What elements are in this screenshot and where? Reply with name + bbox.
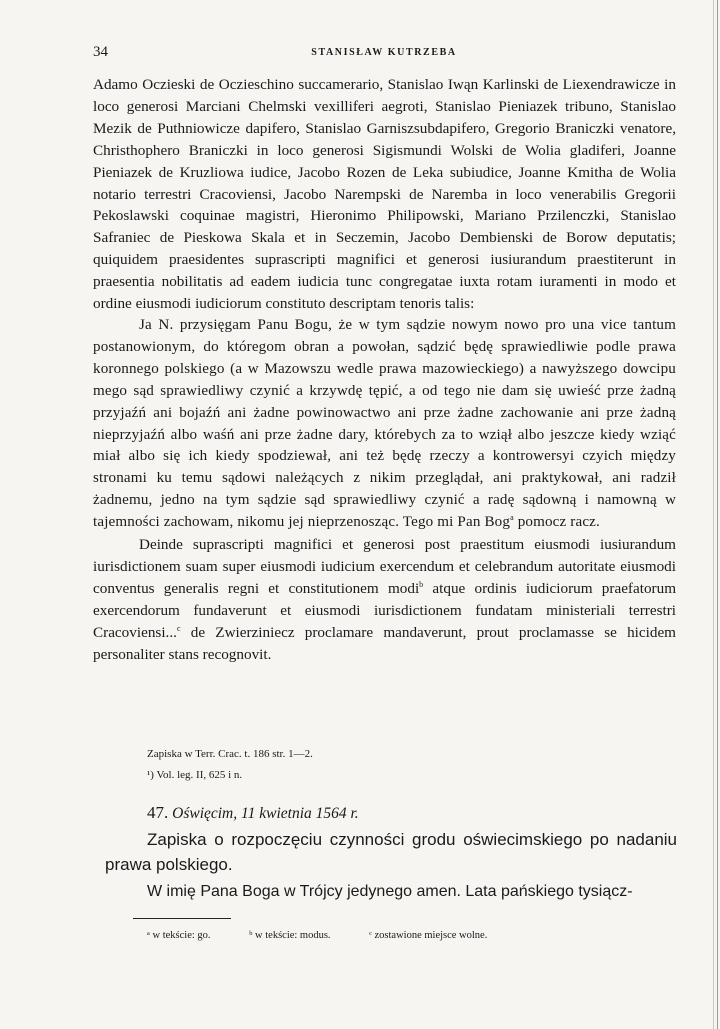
paragraph-text: Deinde suprascripti magnifici et generosi post praestitum eiusmodi iusiurandum iurisdictionem suam super eiusmodi iudicium exercendum et celebrandum autoritate eiusmodi conventus generalis regni et constitutionem modi [93, 536, 676, 597]
source-notes [147, 744, 667, 786]
document-title-text: Zapiska o rozpoczęciu czynności grodu oświecimskiego po nadaniu prawa polskiego. [105, 830, 677, 874]
footnote: ᵃ w tekście: go. [147, 930, 211, 941]
footnote-marker: a [510, 513, 514, 523]
paragraph-text: de Zwierziniecz proclamare mandaverunt, prout proclamasse se hicidem personaliter stans recognovit. [93, 623, 677, 663]
page-edge [713, 0, 714, 1029]
document-opening: W imię Pana Boga w Trójcy jedynego amen. Lata pańskiego tysiącz- [147, 883, 633, 900]
paragraph-text: Ja N. przysięgam Panu Bogu, że w tym sądzie nowym nowo pro una vice tantum postanowionym, do któregom obran a powołan, sądzić będę sprawiedliwie podle prawa koronnego polskiego (a w Mazowszu wedle prawa mazowieckiego) a nawyższego dowcipu mego sąd sprawiedliwy czynić a krzywdę tępić, a od tego nie dam się uwieść prze żadną przyjaźń ani bojaźń ani żadne powinowactwo ani prze żadne zachowanie ani prze żadną nieprzyjaźń albo waśń ani prze żadne dary, którebych za to wziął albo jeszcze kiedy wziąć miał albo się ich kiedy spodziewał, ani też będę rzeczy a kontrowersyi czyich między stronami ku temu sądowi należących z nikim przeglądał, ani praktykował, ani radził żadnemu, jedno na tym sądzie sąd sprawiedliwy czynić a radę sądowną i namowną w tajemności zachowam, nikomu jej nieprzenosząc. Tego mi Pan Bog [93, 316, 676, 531]
source-citation: Zapiska w Terr. Crac. t. 186 str. 1—2. [147, 748, 313, 760]
footnote-marker: c [176, 623, 181, 633]
paragraph-latin-list [93, 74, 676, 315]
paragraph-text: pomocz racz. [517, 514, 600, 531]
section-place-date: Oświęcim, 11 kwietnia 1564 r. [172, 805, 359, 822]
paragraph-text: Adamo Oczieski de Oczieschino succamerario, Stanislao Iwąn Karlinski de Liexendrawicze in loco generosi Marciani Chelmski vexilliferi aegroti, Stanislao Pieniazek tribuno, Stanislao Mezik de Puthniowicze dapifero, Stanislao Garniszsubdapifero, Gregorio Braniczki venatore, Christhophero Braniczki in loco generosi Sigismundi Wolski de Wolia gladiferi, Joanne Pieniazek de Kruzliowa iudice, Jacobo Rozen de Leka subiudice, Joanne Kmitha de Wolia notario terrestri Cracoviensi, Jacobo Narempski de Naremba in loco venerabilis Gregorii Pekoslawski coquinae magistri, Hieronimo Philipowski, Mariano Przilenczki, Stanislao Safraniec de Pieskowa Skala et in Seczemin, Jacobo Dembienski de Borow deputatis; quiquidem praesidentes suprascripti magnifici et generosi iusiurandum praestiterunt in praesentia nobilitatis ad eadem iudicia tunc congregatae iuxta rotam iuramenti in modo et ordine eiusmodi iudiciorum constituto descriptam tenoris talis: [93, 76, 676, 313]
footnote-rule [133, 918, 231, 919]
section-number: 47. [147, 803, 169, 822]
page-edge [717, 0, 718, 1029]
source-note: ¹) Vol. leg. II, 625 i n. [147, 769, 243, 781]
footnote-marker: b [419, 579, 424, 589]
paragraph-text: atque ordinis iudiciorum praefatorum exercendorum fundaverunt et eiusmodi iurisdictionem fundatam ministeriali terrestri Cracoviensi... [93, 579, 677, 641]
page-number: 34 [93, 44, 108, 60]
paragraph-latin-closing [93, 534, 676, 665]
document-title [105, 827, 677, 877]
body-text [93, 74, 676, 665]
page-header [93, 44, 675, 64]
running-head: STANISŁAW KUTRZEBA [311, 47, 457, 58]
section-heading [147, 803, 359, 823]
paragraph-oath [93, 315, 676, 534]
footnotes [147, 930, 677, 941]
footnote: ᶜ zostawione miejsce wolne. [369, 930, 488, 941]
footnote: ᵇ w tekście: modus. [249, 930, 331, 941]
